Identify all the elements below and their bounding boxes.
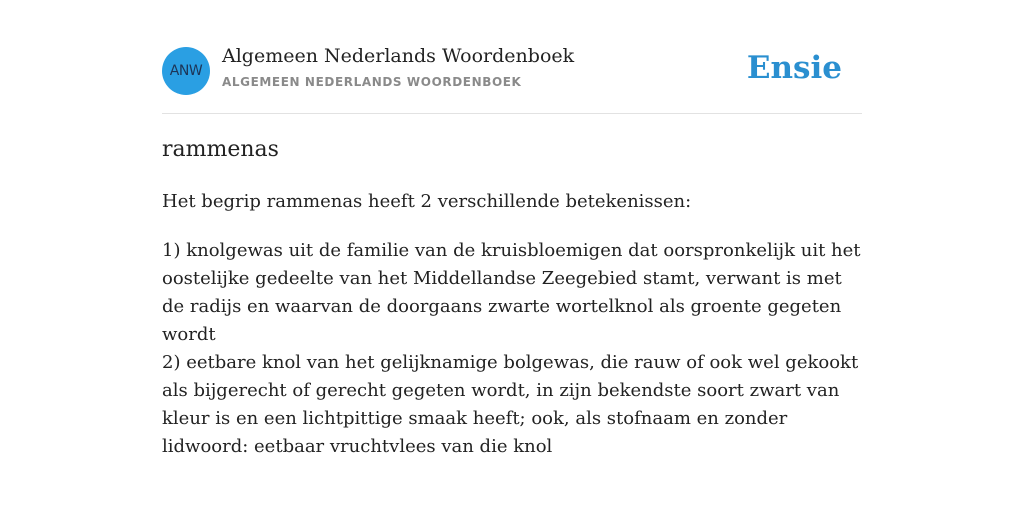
source-subtitle: ALGEMEEN NEDERLANDS WOORDENBOEK xyxy=(222,75,522,89)
entry-intro: Het begrip rammenas heeft 2 verschillende betekenissen: xyxy=(162,191,692,212)
content-container xyxy=(162,0,862,457)
definition-item-2: 2) eetbare knol van het gelijknamige bolgewas, die rauw of ook wel gekookt als bijgerecht of gerecht gegeten wordt, in zijn bekendste soort zwart van kleur is en een lichtpittige smaak heeft; ook, als stofnaam en zonder lidwoord: eetbaar vruchtvlees van die knol xyxy=(162,352,859,457)
source-logo[interactable] xyxy=(162,47,210,95)
brand-logo[interactable]: Ensie xyxy=(746,50,842,86)
source-header xyxy=(162,0,862,114)
definition-item-1: 1) knolgewas uit de familie van de kruisbloemigen dat oorspronkelijk uit het oostelijke gedeelte van het Middellandse Zeegebied stamt, verwant is met de radijs en waarvan de doorgaans zwarte wortelknol als groente gegeten wordt xyxy=(162,240,861,345)
source-title[interactable]: Algemeen Nederlands Woordenboek xyxy=(222,45,575,67)
entry-headword: rammenas xyxy=(162,137,279,162)
source-logo-text: ANW xyxy=(169,63,203,79)
definition-list xyxy=(162,237,862,461)
